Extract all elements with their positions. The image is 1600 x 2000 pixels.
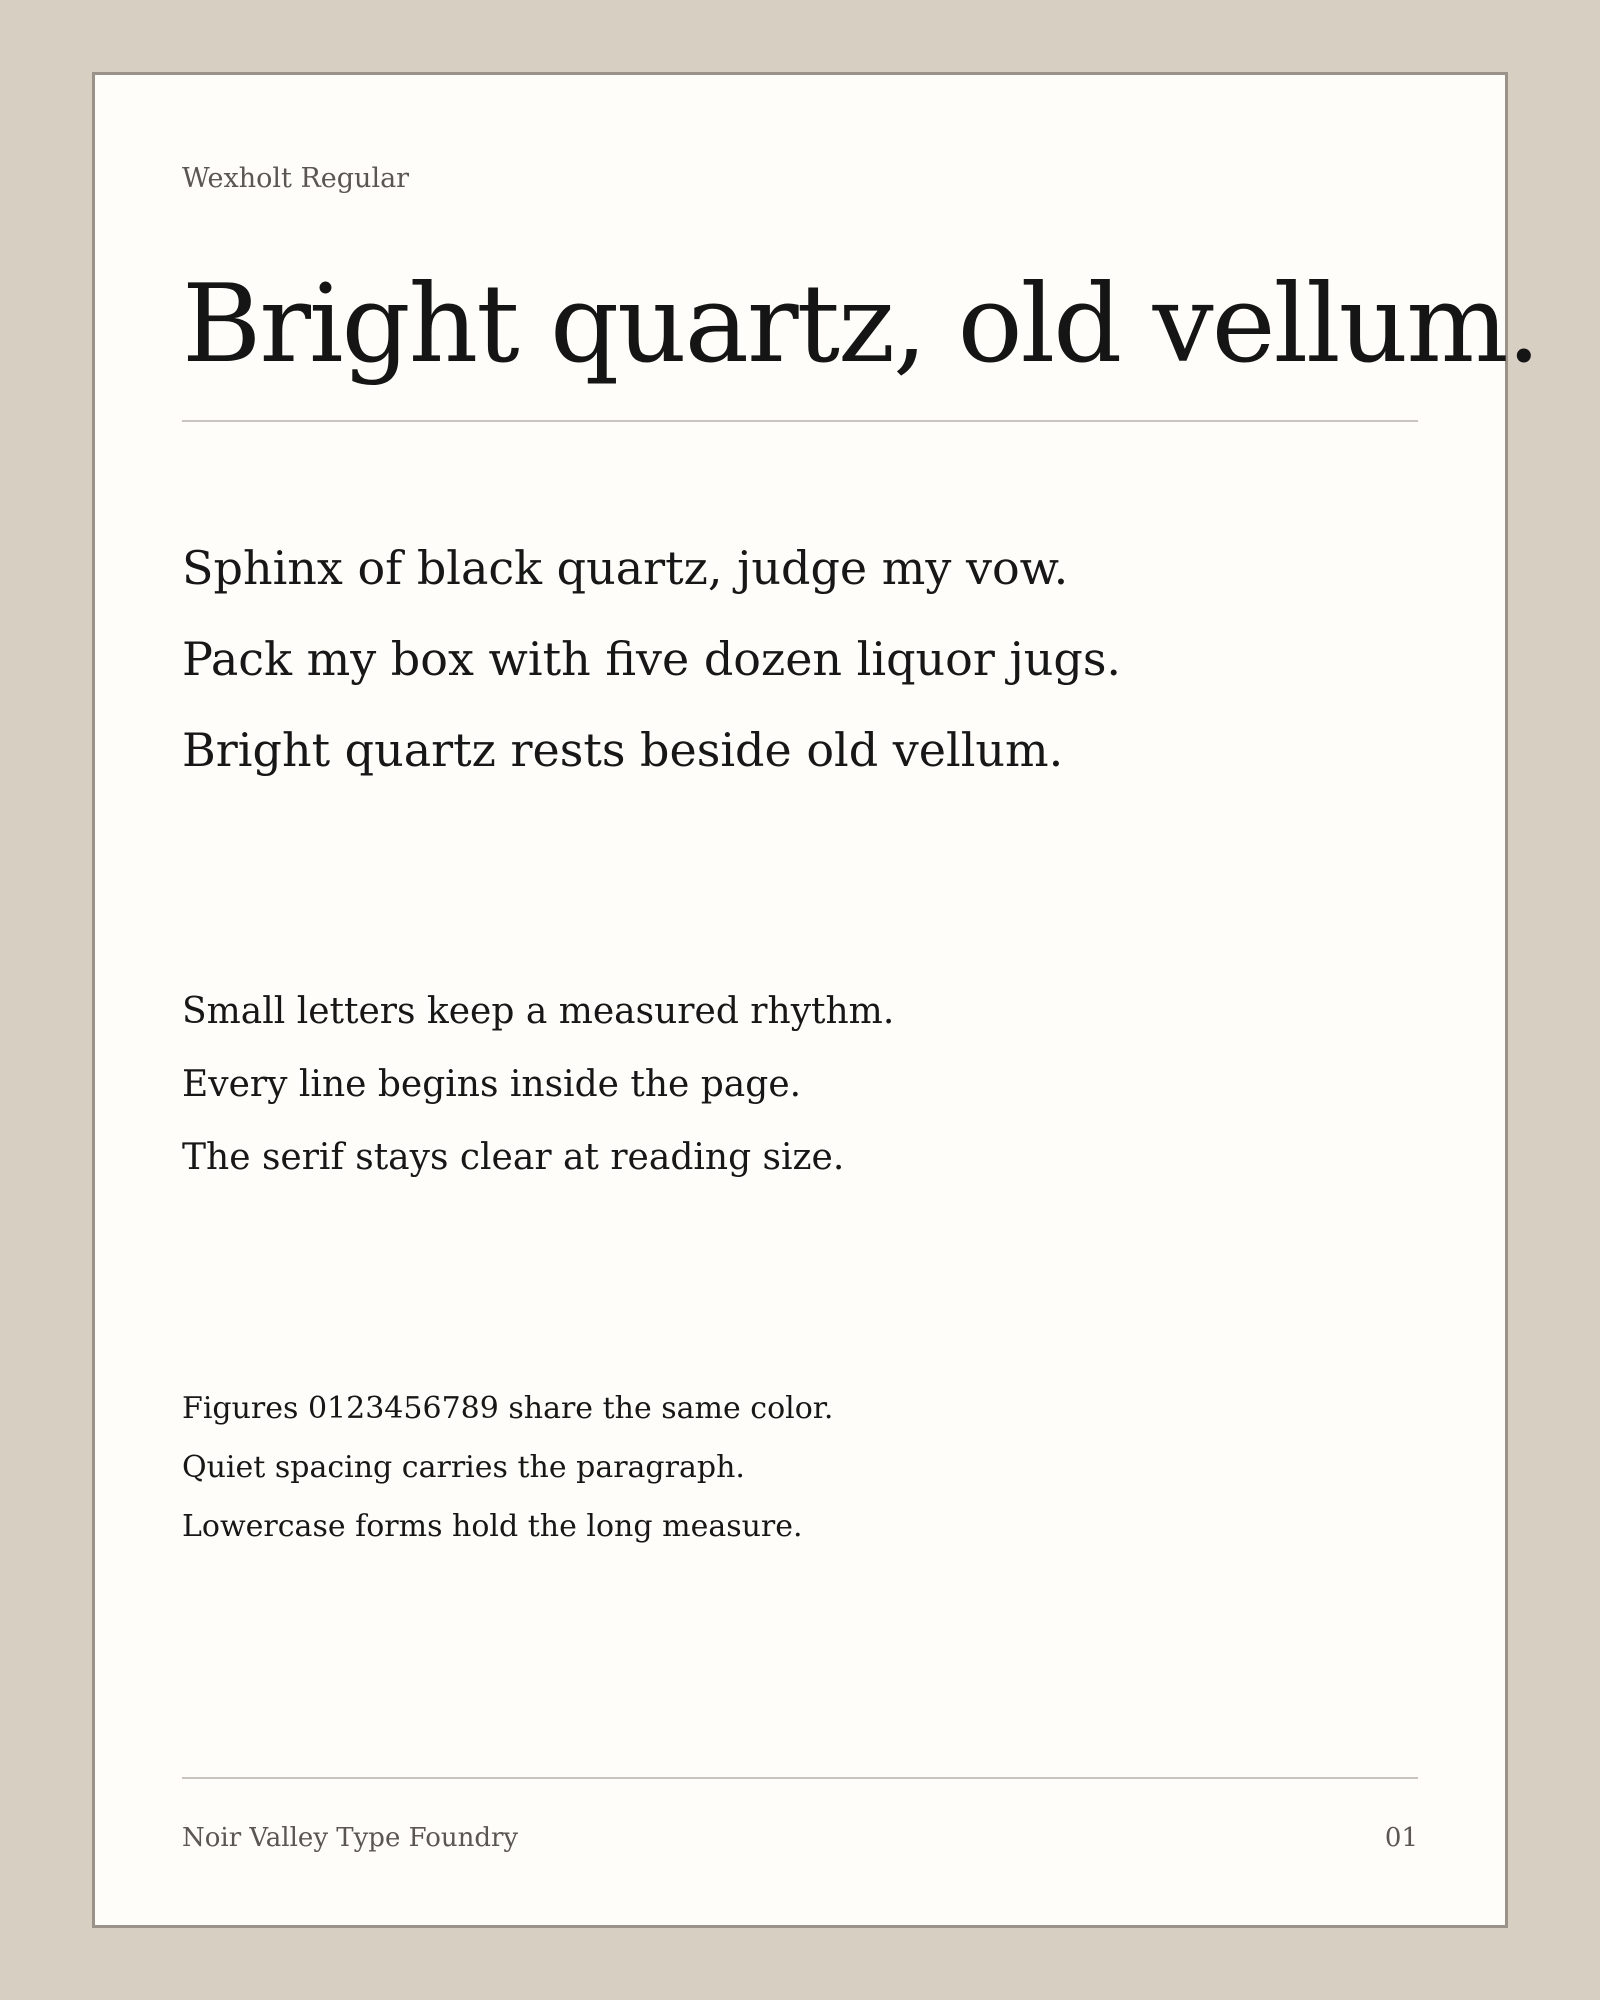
font-name-label: Wexholt Regular bbox=[182, 163, 410, 194]
medium-sample-line: Small letters keep a measured rhythm. bbox=[182, 991, 895, 1032]
top-divider bbox=[182, 420, 1418, 422]
small-sample-line: Lowercase forms hold the long measure. bbox=[182, 1509, 803, 1544]
large-sample-line: Sphinx of black quartz, judge my vow. bbox=[182, 541, 1069, 595]
large-sample-line: Bright quartz rests beside old vellum. bbox=[182, 723, 1064, 777]
page-content bbox=[182, 75, 1539, 1925]
large-sample-block bbox=[182, 523, 1418, 796]
page-number: 01 bbox=[1384, 1823, 1418, 1853]
foundry-name: Noir Valley Type Foundry bbox=[182, 1823, 519, 1853]
medium-sample-block bbox=[182, 975, 1418, 1194]
bottom-divider bbox=[182, 1777, 1418, 1779]
small-sample-line: Quiet spacing carries the paragraph. bbox=[182, 1450, 745, 1485]
small-sample-block bbox=[182, 1379, 1418, 1556]
medium-sample-line: The serif stays clear at reading size. bbox=[182, 1137, 845, 1178]
small-sample-line: Figures 0123456789 share the same color. bbox=[182, 1391, 834, 1426]
large-sample-line: Pack my box with five dozen liquor jugs. bbox=[182, 632, 1122, 686]
display-sample: Bright quartz, old vellum. bbox=[182, 262, 1539, 387]
medium-sample-line: Every line begins inside the page. bbox=[182, 1064, 802, 1105]
specimen-page bbox=[92, 72, 1539, 1928]
